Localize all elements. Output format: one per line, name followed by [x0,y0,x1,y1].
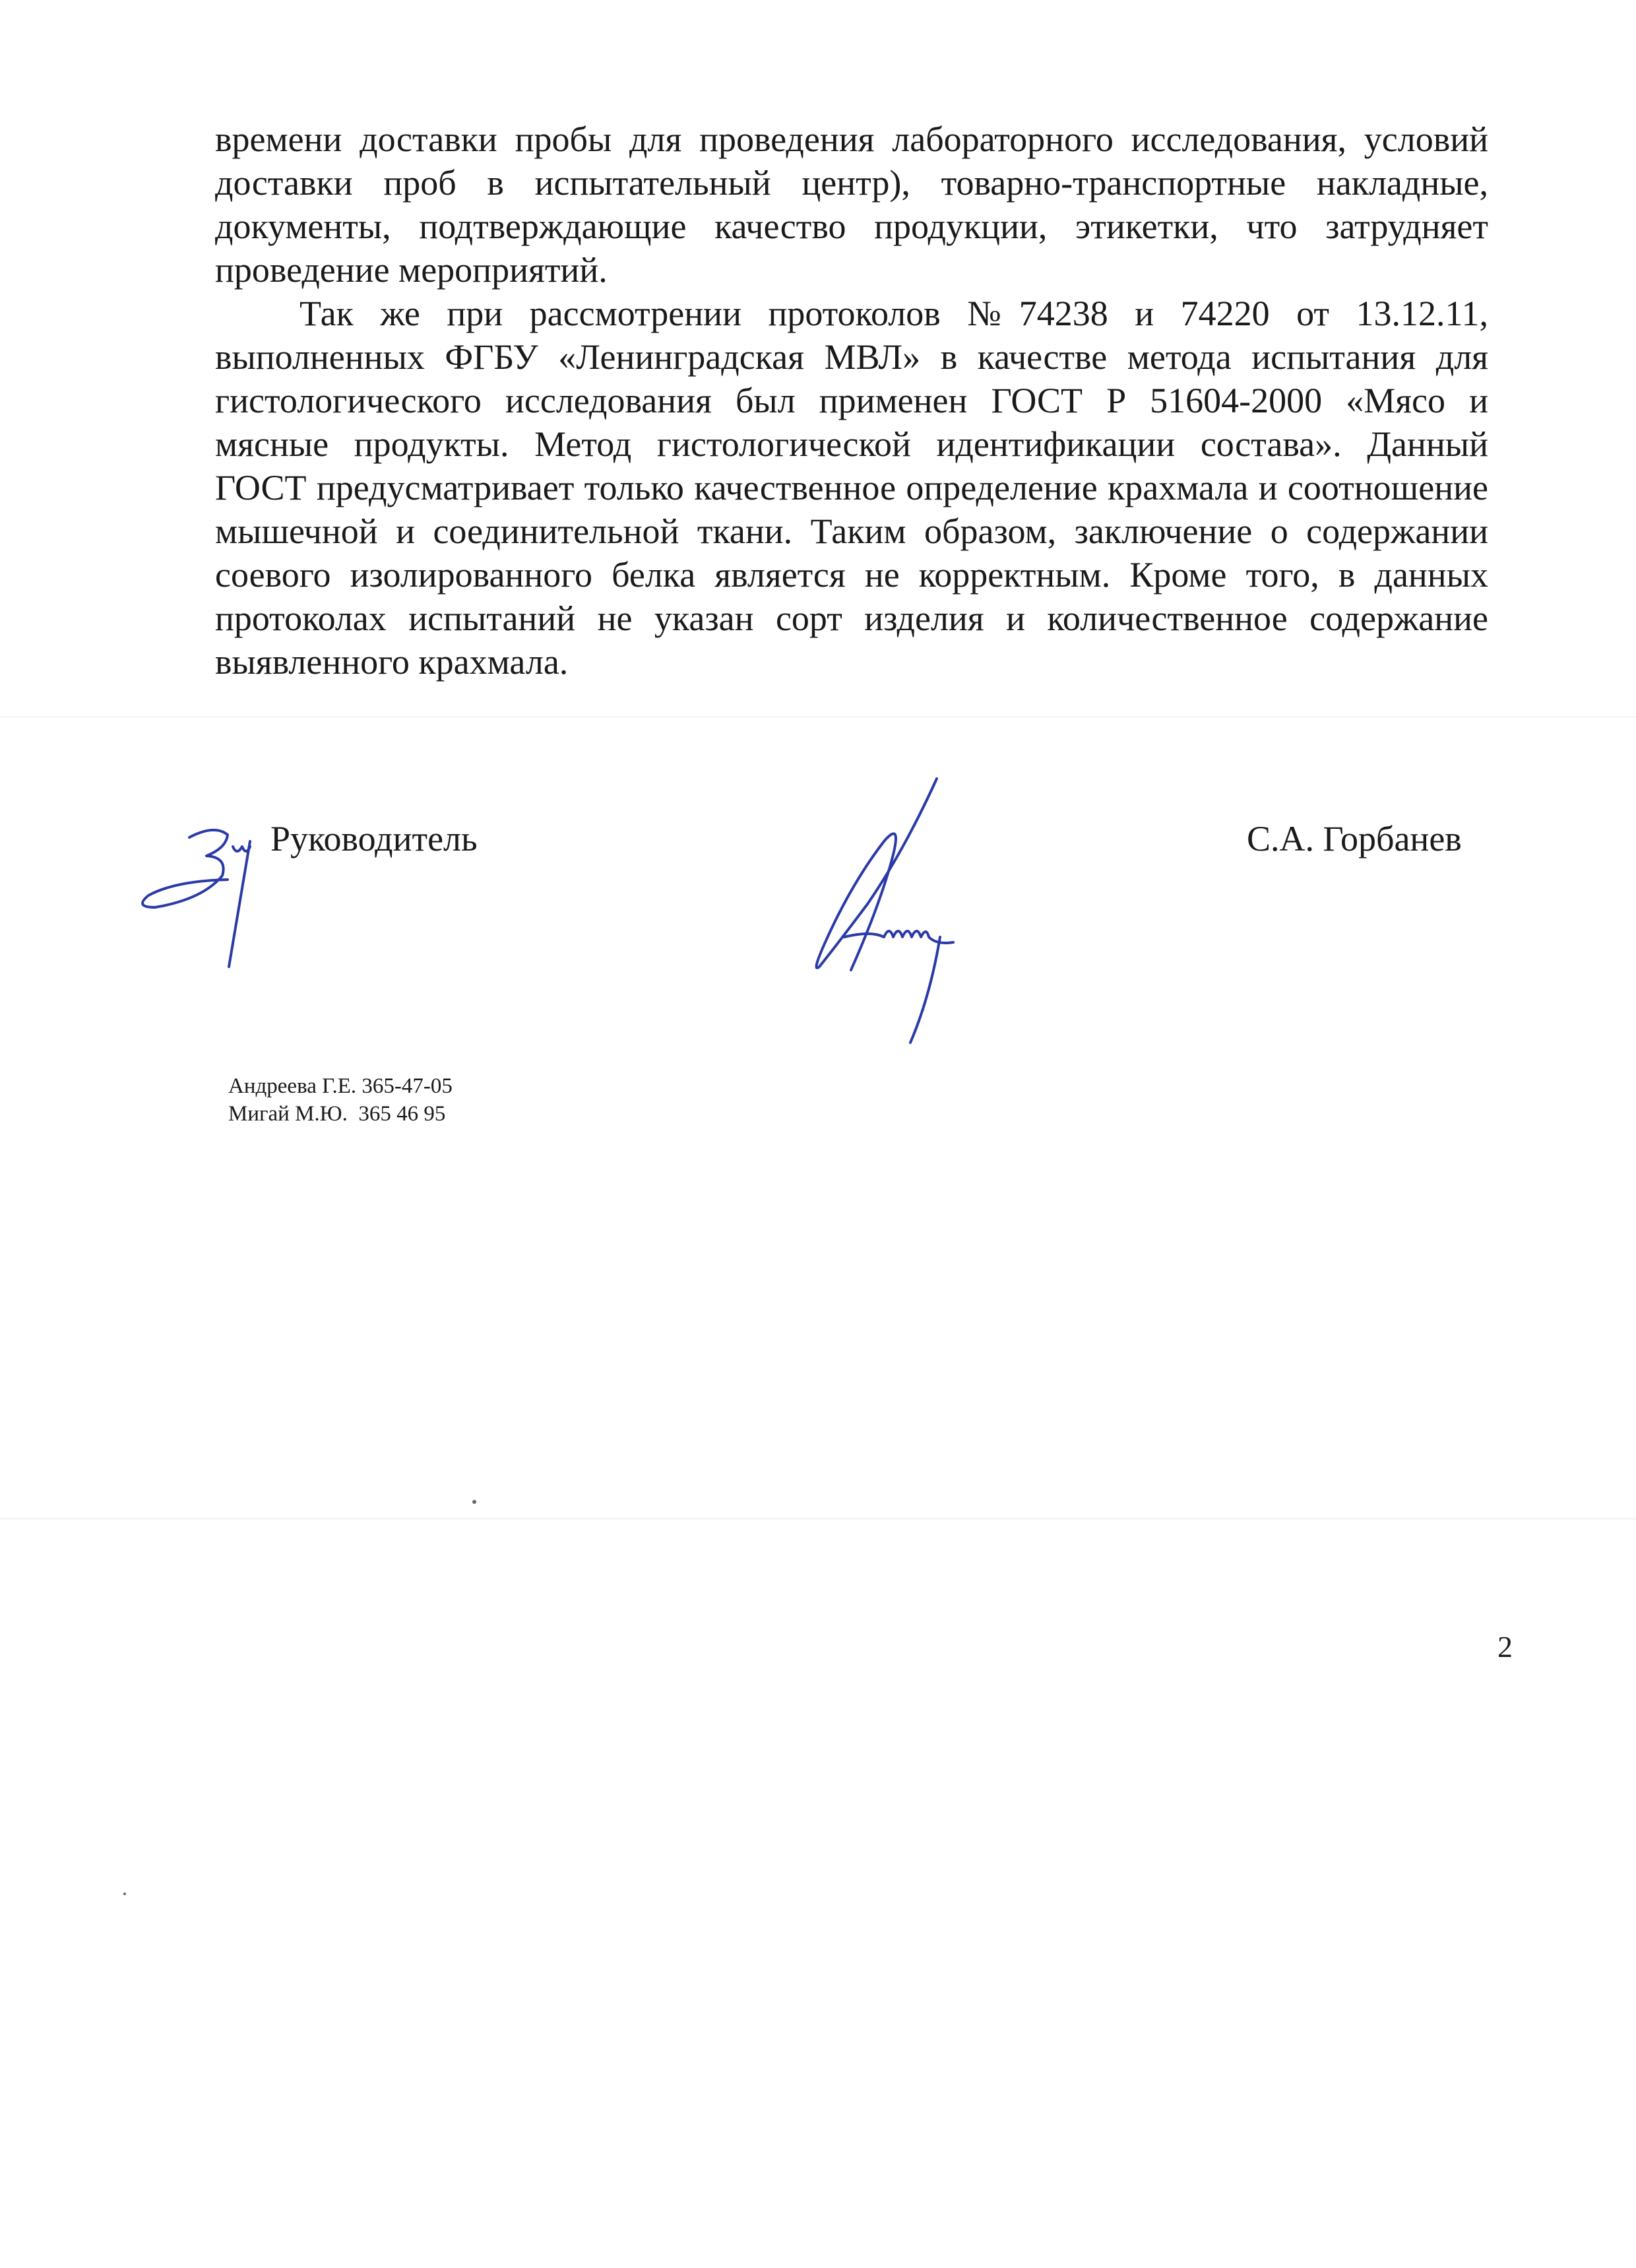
letter-body [215,117,1488,684]
paper-fold-line-upper [0,716,1636,718]
page-number: 2 [1497,1630,1513,1664]
paragraph-delivery-conditions: времени доставки пробы для проведения лабораторного исследования, условий доставки проб в испытательный центр), товарно-транспортные накладные, документы, подтверждающие качество продукции, этикетки, что затрудняет проведение мероприятий. [215,119,1488,290]
contact-line: Андреева Г.Е. 365-47-05 [228,1074,453,1098]
scan-speck [123,1893,126,1895]
paragraph-protocol-review: Так же при рассмотрении протоколов №74238 и 74220 от 13.12.11, выполненных ФГБУ «Ленинградская МВЛ» в качестве метода испытания для гистологического исследования был применен ГОСТ Р 51604-2000 «Мясо и мясные продукты. Метод гистологической идентификации состава». Данный ГОСТ предусматривает только качественное определение крахмала и соотношение мышечной и соединительной ткани. Таким образом, заключение о содержании соевого изолированного белка является не корректным. Кроме того, в данных протоколах испытаний не указан сорт изделия и количественное содержание выявленного крахмала. [215,294,1488,682]
signer-position: Руководитель [270,819,478,859]
contact-persons [228,1072,453,1128]
scan-speck [472,1500,476,1504]
contact-line: Мигай М.Ю. 365 46 95 [228,1102,446,1126]
paper-fold-line-lower [0,1518,1636,1520]
signer-name: С.А. Горбанев [1247,819,1462,859]
signature-row [0,817,1636,870]
